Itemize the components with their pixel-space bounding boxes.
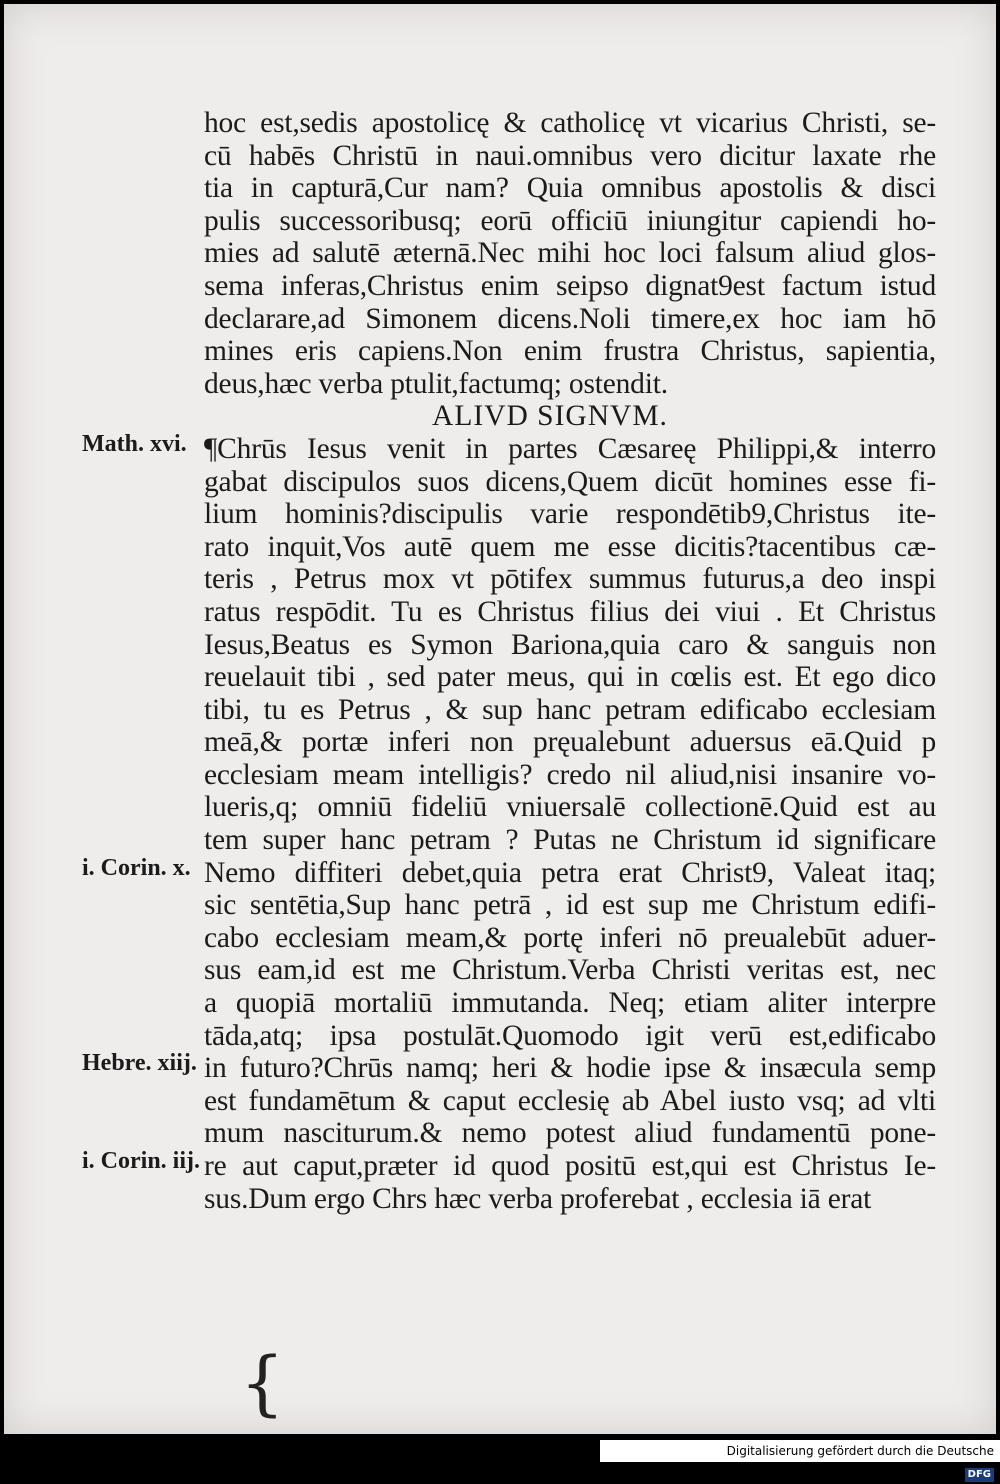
text-line: mum nasciturum.& nemo potest aliud fundamentū pone-: [204, 1117, 936, 1150]
text-line: lium hominis?discipulis varie respondētib9,Christus ite-: [204, 498, 936, 531]
text-line: declarare,ad Simonem dicens.Noli timere,ex hoc iam hō: [204, 302, 936, 335]
text-line: tia in capturā,Cur nam? Quia omnibus apostolis & disci: [204, 172, 936, 205]
text-line: tem super hanc petram ? Putas ne Christum id significare: [204, 824, 936, 857]
text-line: in futuro?Chrūs namq; heri & hodie ipse & insæcula semp: [204, 1052, 936, 1085]
footer-text: Digitalisierung gefördert durch die Deutsche Forschungsgemeinschaft -: [726, 1444, 994, 1480]
section-heading: ALIVD SIGNVM.: [432, 400, 668, 433]
margin-note: Hebre. xiij.: [82, 1050, 197, 1077]
text-line: lueris,q; omniū fideliū vniuersalē collectionē.Quid est au: [204, 791, 936, 824]
text-line: mines eris capiens.Non enim frustra Christus, sapientia,: [204, 335, 936, 368]
text-line: est fundamētum & caput ecclesię ab Abel iusto vsq; ad vlti: [204, 1084, 936, 1117]
text-line: meā,& portæ inferi non pręualebunt aduersus eā.Quid p: [204, 726, 936, 759]
text-line: teris , Petrus mox vt pōtifex summus futurus,a deo inspi: [204, 563, 936, 596]
text-line: a quopiā mortaliū immutanda. Neq; etiam aliter interpre: [204, 987, 936, 1020]
text-line: sus.Dum ergo Chrs hæc verba proferebat , ecclesia iā erat: [204, 1182, 872, 1215]
text-line: re aut caput,præter id quod positū est,qui est Christus Ie-: [204, 1150, 936, 1182]
text-line: tāda,atq; ipsa postulāt.Quomodo igit verū est,edificabo: [204, 1019, 936, 1052]
text-line: ratus respōdit. Tu es Christus filius dei viui . Et Christus: [204, 595, 936, 628]
text-line: sus eam,id est me Christum.Verba Christi veritas est, nec: [204, 954, 936, 987]
margin-note: i. Corin. iij.: [82, 1148, 200, 1175]
text-line: cabo ecclesiam meam,& portę inferi nō preualebūt aduer-: [204, 921, 936, 954]
text-line: mies ad salutē æternā.Nec mihi hoc loci falsum aliud glos-: [204, 237, 936, 270]
dfg-logo: DFG: [965, 1468, 994, 1482]
margin-note: Math. xvi.: [82, 431, 187, 457]
text-line: sic sentētia,Sup hanc petrā , id est sup me Christum edifi-: [204, 889, 936, 922]
text-line: Nemo diffiteri debet,quia petra erat Christ9, Valeat itaq;: [204, 856, 936, 889]
text-line: reuelauit tibi , sed pater meus, qui in cœlis est. Et ego dico: [204, 661, 936, 694]
text-line: rato inquit,Vos autē quem me esse dicitis?tacentibus cæ-: [204, 530, 936, 563]
text-line: tibi, tu es Petrus , & sup hanc petram edificabo ecclesiam: [204, 693, 936, 726]
body-text: [204, 107, 936, 1215]
margin-note: i. Corin. x.: [82, 854, 191, 881]
text-line: Iesus,Beatus es Symon Bariona,quia caro & sanguis non: [204, 628, 936, 661]
text-line: ecclesiam meam intelligis? credo nil aliud,nisi insanire vo-: [204, 758, 936, 791]
text-line: gabat discipulos suos dicens,Quem dicūt homines esse fi-: [204, 465, 936, 498]
handwritten-bracket: {: [240, 1342, 285, 1424]
text-line: pulis successoribusq; eorū officiū iniungitur capiendi ho-: [204, 204, 936, 237]
funding-footer: [600, 1440, 1000, 1480]
text-line: cū habēs Christū in naui.omnibus vero dicitur laxate rhe: [204, 139, 936, 172]
text-line: hoc est,sedis apostolicę & catholicę vt vicarius Christi, se-: [204, 107, 936, 139]
book-page: [4, 4, 996, 1434]
text-line: deus,hæc verba ptulit,factumq; ostendit.: [204, 367, 668, 400]
text-line: ¶Chrūs Iesus venit in partes Cæsareę Philippi,& interro: [204, 432, 936, 465]
text-line: sema inferas,Christus enim seipso dignat9est factum istud: [204, 269, 936, 302]
